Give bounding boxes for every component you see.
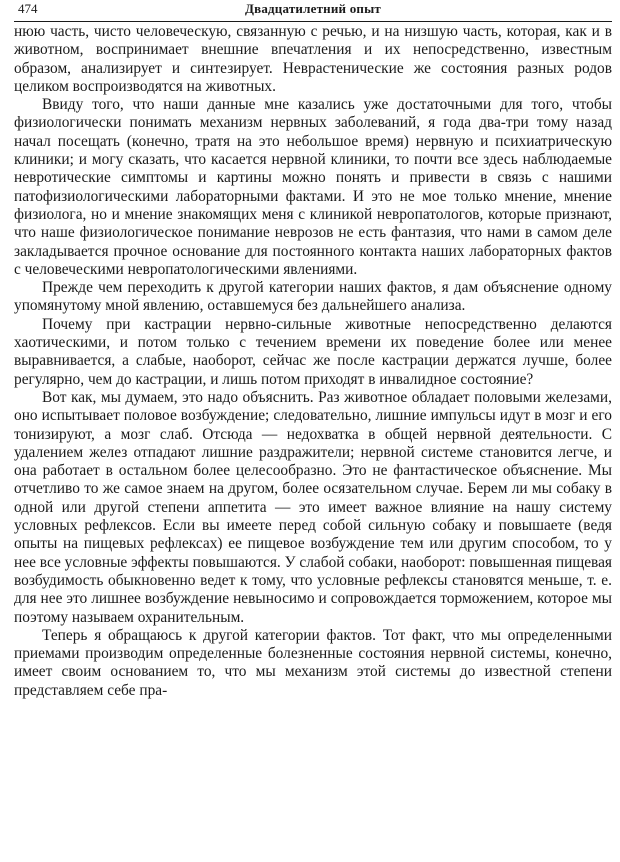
page-number: 474 [18, 1, 38, 16]
paragraph-continued: нюю часть, чисто человеческую, связанную с речью, и на низшую часть, которая, как и в животном, воспринимает внешние впечатления и их непосредственно, известным образом, анализирует и синтезирует. Неврастенические же состояния разных родов целиком воспроизводятся на животных. [14, 23, 612, 95]
paragraph: Прежде чем переходить к другой категории наших фактов, я дам объяснение одному упомянутому мной явлению, оставшемуся без дальнейшего анализа. [14, 279, 612, 315]
book-page [14, 0, 612, 862]
paragraph: Теперь я обращаюсь к другой категории фактов. Тот факт, что мы определенными приемами производим определенные болезненные состояния нервной системы, конечно, имеет своим основанием то, что мы механизм этой системы до известной степени представляем себе пра- [14, 626, 612, 699]
paragraph: Вот как, мы думаем, это надо объяснить. Раз животное обладает половыми железами, оно испытывает половое возбуждение; следовательно, лишние импульсы идут в мозг и его тонизируют, а мозг слаб. Отсюда — недохватка в общей нервной деятельности. С удалением желез отпадают лишние раздражители; нервной системе становится легче, и она работает в остальном более целесообразно. Это не фантастическое объяснение. Мы отчетливо то же самое знаем на другом, более осязательном случае. Берем ли мы собаку в одной или другой степени аппетита — это имеет важное влияние на нашу систему условных рефлексов. Если вы имеете перед собой сильную собаку и повышаете (ведя опыты на пищевых рефлексах) ее пищевое возбуждение тем или другим способом, то у нее все условные эффекты повышаются. У слабой собаки, наоборот: повышенная пищевая возбудимость обыкновенно ведет к тому, что условные рефлексы становятся меньше, т. е. для нее это лишнее возбуждение невыносимо и сопровождается торможением, которое мы поэтому называем охранительным. [14, 388, 612, 626]
body-text [14, 23, 612, 700]
running-title: Двадцатилетний опыт [244, 1, 382, 16]
paragraph: Ввиду того, что наши данные мне казались уже достаточными для того, чтобы физиологически понимать механизм нервных заболеваний, я года два-три тому назад начал посещать (конечно, тратя на это небольшое время) нервную и психиатрическую клиники; и могу сказать, что касается нервной клиники, то почти все здесь наблюдаемые невротические симптомы и картины можно понять и привести в связь с нашими патофизиологическими лабораторными фактами. И это не мое только мнение, мнение физиолога, но и мнение знакомящих меня с клиникой невропатологов, которые признают, что наше физиологическое понимание неврозов не есть фантазия, что нами в самом деле закладывается прочное основание для постоянного контакта наших лабораторных фактов с человеческими невропатологическими явлениями. [14, 96, 612, 278]
paragraph: Почему при кастрации нервно-сильные животные непосредственно делаются хаотическими, и потом только с течением времени их поведение более или менее выравнивается, а слабые, наоборот, сейчас же после кастрации держатся лучше, более регулярно, чем до кастрации, и лишь потом приходят в инвалидное состояние? [14, 315, 612, 388]
page-header [14, 0, 612, 22]
